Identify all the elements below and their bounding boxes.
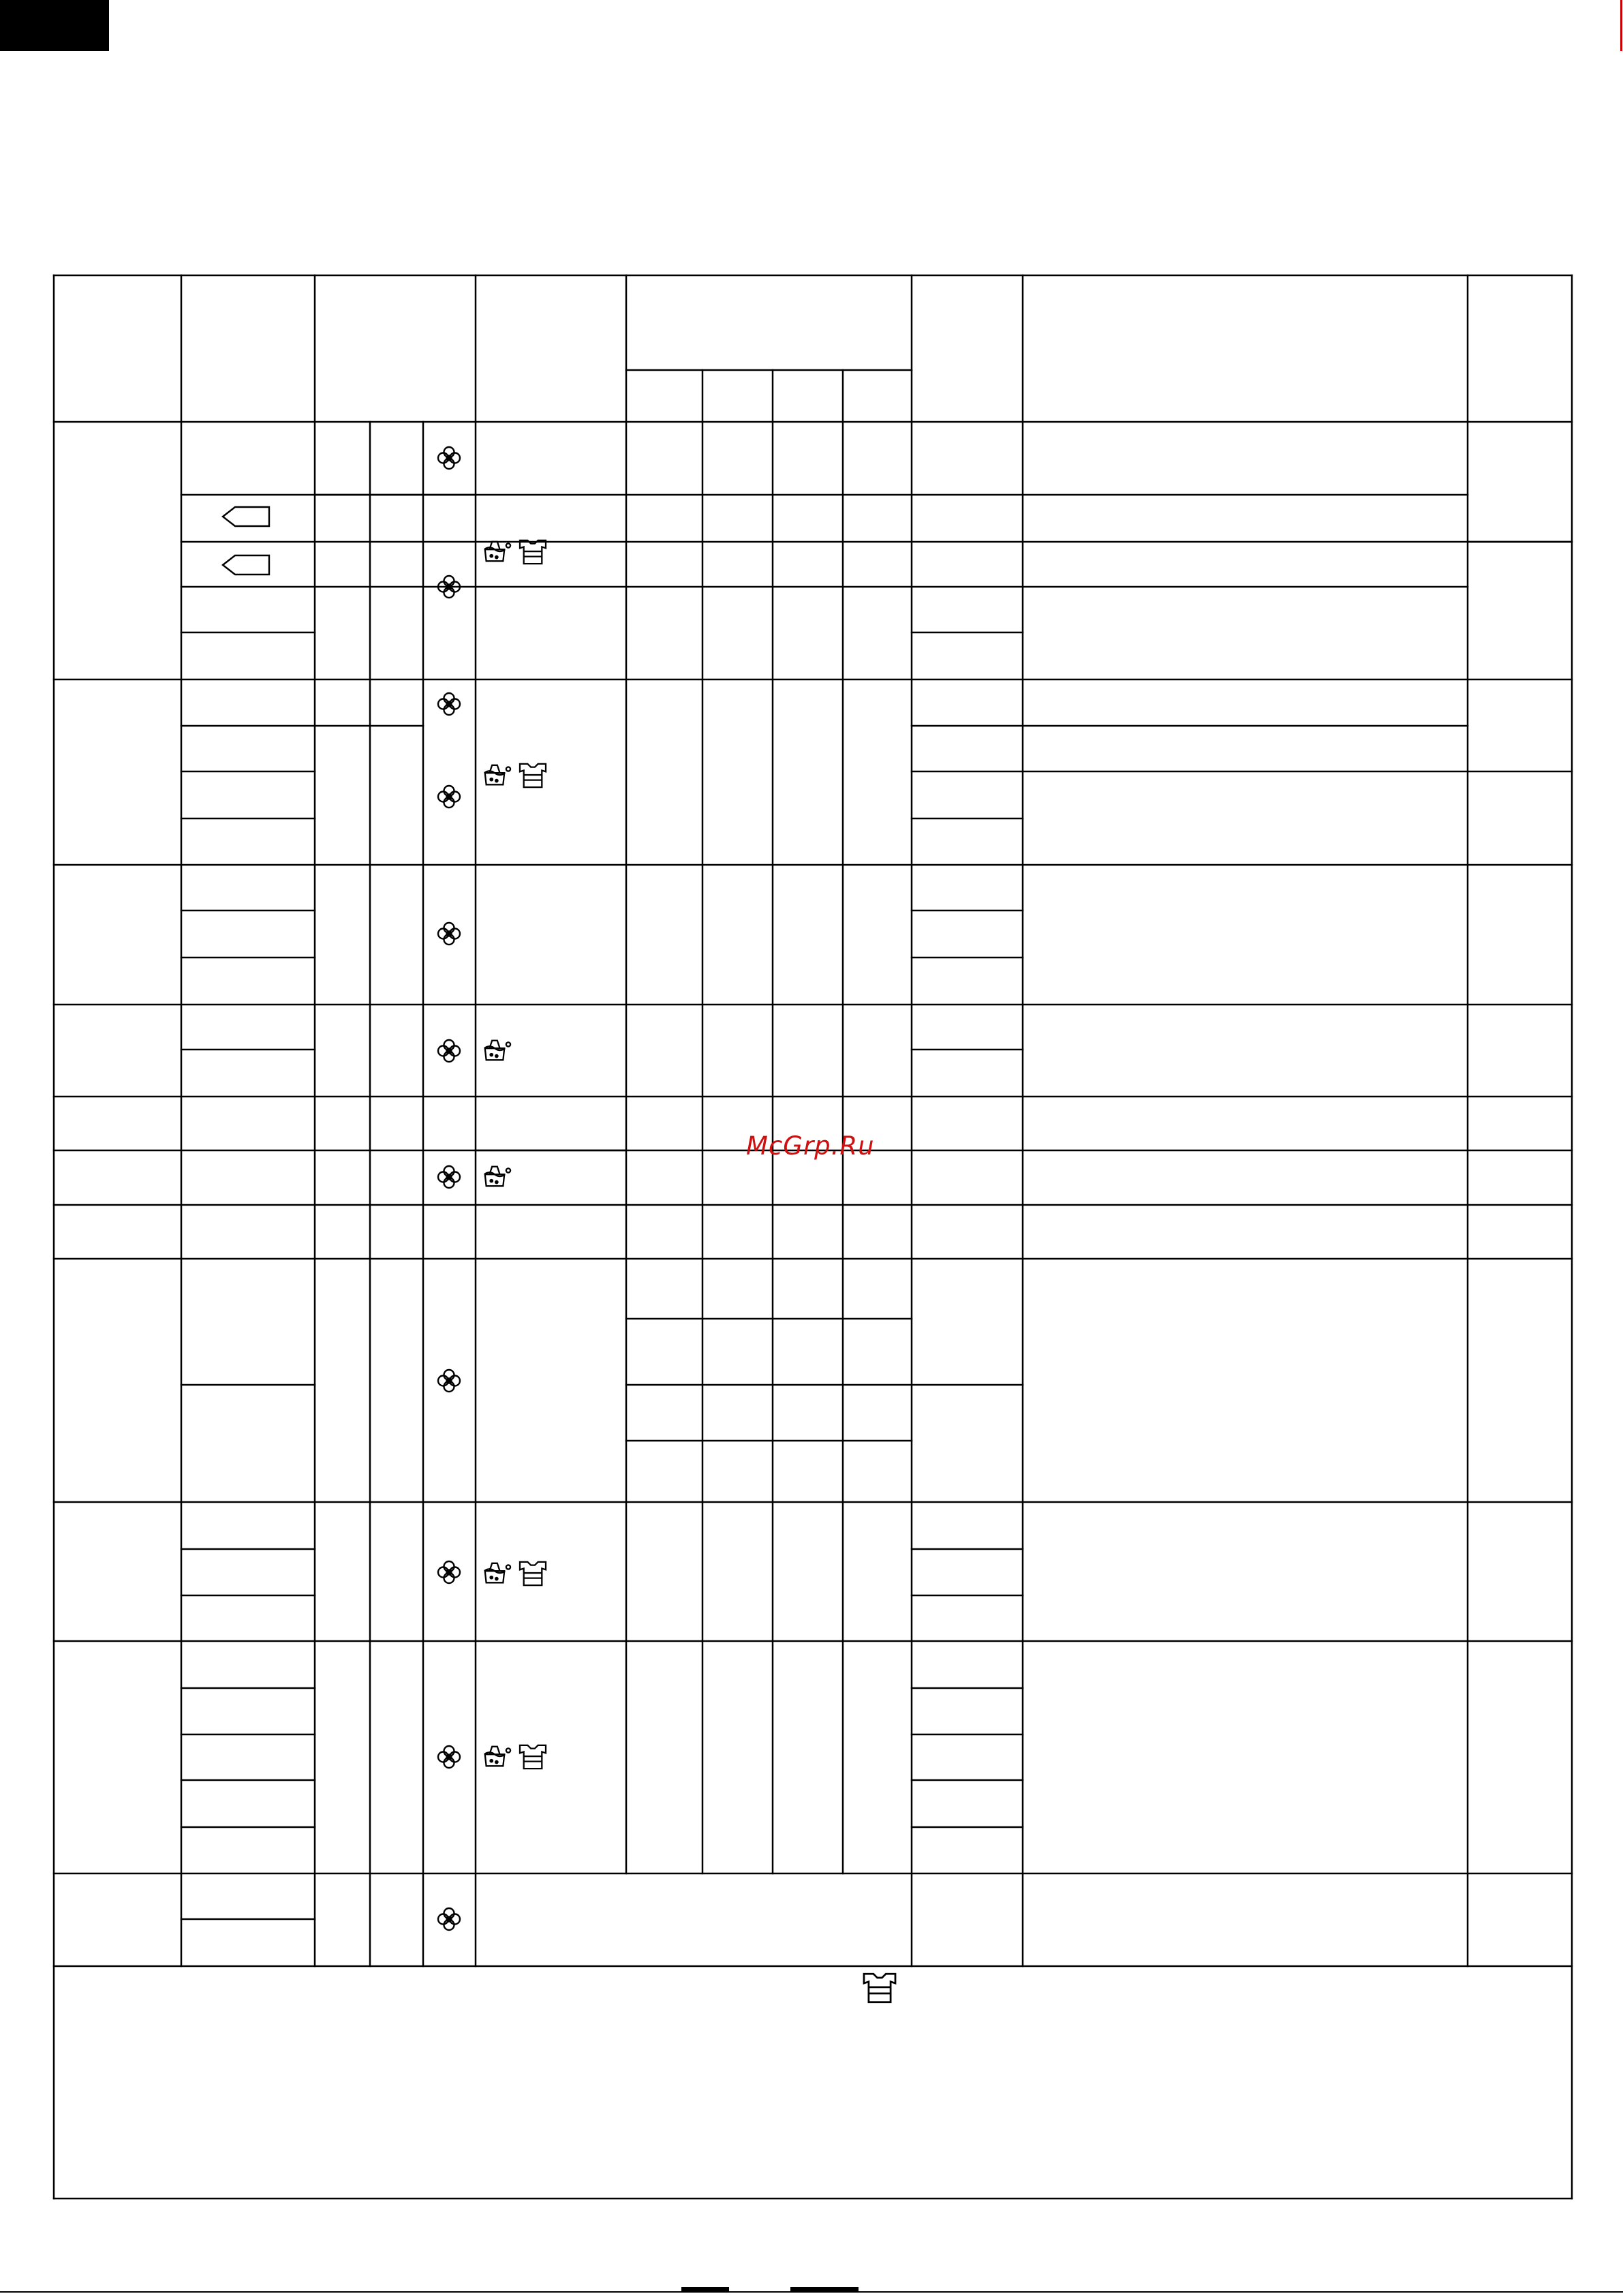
fan-icon — [438, 1908, 460, 1930]
fan-icon — [438, 923, 460, 945]
wash-basin-icon — [484, 765, 511, 785]
fan-icon — [438, 1166, 460, 1188]
tshirt-icon — [520, 1562, 546, 1585]
wash-basin-icon — [484, 1563, 511, 1583]
fan-icon — [438, 693, 460, 715]
fan-icon — [438, 786, 460, 808]
tag-label-icon — [223, 555, 269, 575]
tshirt-icon — [520, 764, 546, 787]
fan-icon — [438, 1040, 460, 1062]
tshirt-icon — [520, 540, 546, 564]
wash-basin-icon — [484, 1167, 511, 1187]
wash-basin-icon — [484, 1747, 511, 1766]
tshirt-icon — [864, 1974, 895, 2002]
watermark: McGrp.Ru — [746, 1131, 875, 1161]
fan-icon — [438, 1561, 460, 1583]
tshirt-icon — [520, 1745, 546, 1769]
fan-icon — [438, 1746, 460, 1768]
tag-label-icon — [223, 507, 269, 526]
fan-icon — [438, 447, 460, 469]
wash-basin-icon — [484, 1041, 511, 1060]
wash-basin-icon — [484, 542, 511, 562]
fan-icon — [438, 1370, 460, 1392]
